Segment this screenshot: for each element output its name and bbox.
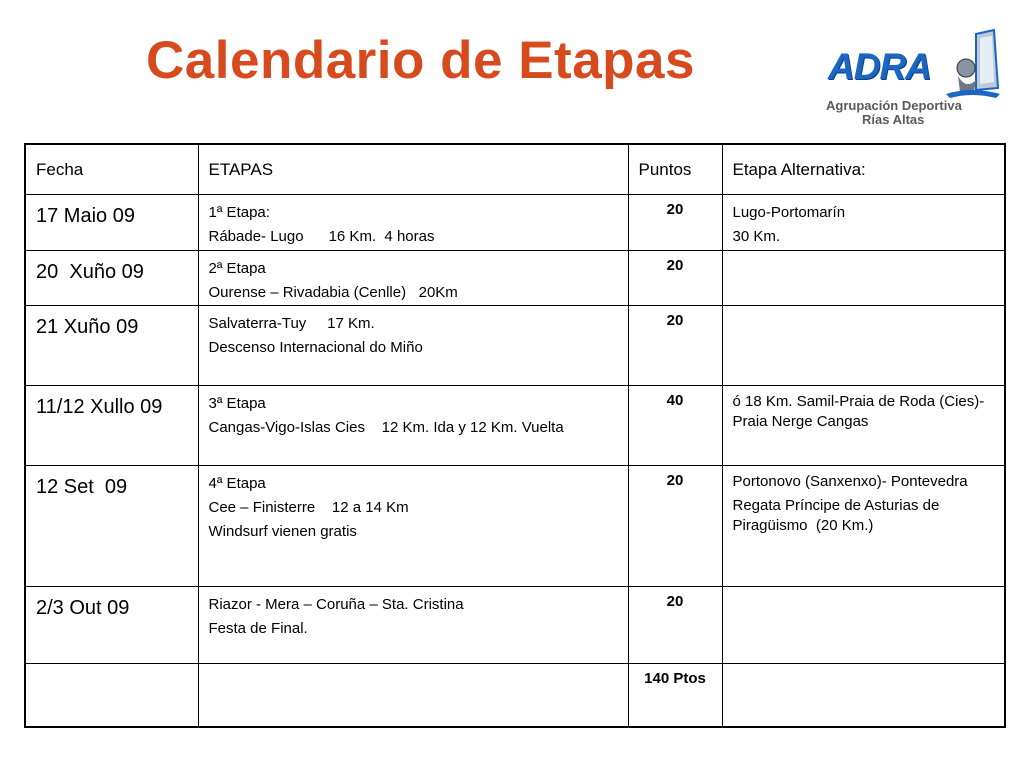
etapa-cell bbox=[198, 386, 628, 466]
fecha-value: 21 Xuño 09 bbox=[36, 316, 139, 338]
fecha-cell bbox=[25, 587, 198, 664]
puntos-cell bbox=[628, 587, 722, 664]
alternativa-line: Lugo-Portomarín bbox=[732, 204, 846, 221]
stages-calendar-table bbox=[24, 143, 1006, 728]
page-title: Calendario de Etapas bbox=[146, 31, 696, 90]
etapa-cell bbox=[198, 195, 628, 251]
header-etapas: ETAPAS bbox=[198, 144, 628, 195]
puntos-cell bbox=[628, 306, 722, 386]
table-row bbox=[25, 306, 1005, 386]
alternativa-cell bbox=[722, 195, 1005, 251]
table-row bbox=[25, 587, 1005, 664]
alternativa-cell bbox=[722, 466, 1005, 587]
total-row bbox=[25, 664, 1005, 727]
adra-logo bbox=[826, 28, 1002, 126]
etapa-cell bbox=[198, 251, 628, 306]
puntos-cell bbox=[628, 466, 722, 587]
puntos-value: 20 bbox=[666, 201, 684, 218]
etapa-line: Riazor - Mera – Coruña – Sta. Cristina bbox=[208, 596, 464, 613]
etapa-line: Windsurf vienen gratis bbox=[208, 523, 357, 540]
etapa-line: Descenso Internacional do Miño bbox=[208, 339, 423, 356]
etapa-cell bbox=[198, 466, 628, 587]
puntos-cell bbox=[628, 195, 722, 251]
fecha-cell bbox=[25, 251, 198, 306]
puntos-cell bbox=[628, 386, 722, 466]
table-row bbox=[25, 466, 1005, 587]
fecha-cell bbox=[25, 664, 198, 727]
puntos-value: 40 bbox=[666, 392, 684, 409]
etapa-line: Salvaterra-Tuy 17 Km. bbox=[208, 315, 375, 332]
fecha-cell bbox=[25, 466, 198, 587]
alternativa-cell bbox=[722, 251, 1005, 306]
etapa-line: 1ª Etapa: bbox=[208, 204, 270, 221]
fecha-value: 17 Maio 09 bbox=[36, 205, 135, 227]
alternativa-cell bbox=[722, 386, 1005, 466]
header-fecha: Fecha bbox=[25, 144, 198, 195]
table-header-row bbox=[25, 144, 1005, 195]
etapa-line: Ourense – Rivadabia (Cenlle) 20Km bbox=[208, 284, 458, 301]
etapa-line: 3ª Etapa bbox=[208, 395, 266, 412]
puntos-cell bbox=[628, 664, 722, 727]
logo-wordmark: ADRA bbox=[828, 46, 931, 87]
alternativa-line: Regata Príncipe de Asturias de Piragüismo (20 Km.) bbox=[732, 497, 944, 534]
puntos-value: 20 bbox=[666, 472, 684, 489]
total-puntos-value: 140 Ptos bbox=[644, 670, 706, 687]
etapa-cell bbox=[198, 587, 628, 664]
fecha-cell bbox=[25, 195, 198, 251]
fecha-cell bbox=[25, 386, 198, 466]
etapa-line: Cee – Finisterre 12 a 14 Km bbox=[208, 499, 409, 516]
etapa-line: Rábade- Lugo 16 Km. 4 horas bbox=[208, 228, 435, 245]
alternativa-line: 30 Km. bbox=[732, 228, 781, 245]
etapa-cell bbox=[198, 306, 628, 386]
fecha-value: 20 Xuño 09 bbox=[36, 261, 144, 283]
logo-subtitle-line1: Agrupación Deportiva bbox=[826, 98, 962, 113]
fecha-cell bbox=[25, 306, 198, 386]
alternativa-line: ó 18 Km. Samil-Praia de Roda (Cies)- Praia Nerge Cangas bbox=[732, 393, 985, 430]
alternativa-cell bbox=[722, 306, 1005, 386]
table-row bbox=[25, 386, 1005, 466]
fecha-value: 12 Set 09 bbox=[36, 476, 128, 498]
puntos-value: 20 bbox=[666, 257, 684, 274]
logo-subtitle-line2: Rías Altas bbox=[862, 112, 925, 127]
puntos-value: 20 bbox=[666, 312, 684, 329]
fecha-value: 2/3 Out 09 bbox=[36, 597, 130, 619]
etapa-line: 4ª Etapa bbox=[208, 475, 266, 492]
header-alternativa: Etapa Alternativa: bbox=[722, 144, 1005, 195]
table-row bbox=[25, 251, 1005, 306]
etapa-line: Cangas-Vigo-Islas Cies 12 Km. Ida y 12 Km. Vuelta bbox=[208, 419, 564, 436]
header-puntos: Puntos bbox=[628, 144, 722, 195]
fecha-value: 11/12 Xullo 09 bbox=[36, 396, 163, 418]
puntos-value: 20 bbox=[666, 593, 684, 610]
etapa-line: Festa de Final. bbox=[208, 620, 308, 637]
alternativa-cell bbox=[722, 664, 1005, 727]
alternativa-cell bbox=[722, 587, 1005, 664]
etapa-line: 2ª Etapa bbox=[208, 260, 266, 277]
table-row bbox=[25, 195, 1005, 251]
alternativa-line: Portonovo (Sanxenxo)- Pontevedra bbox=[732, 473, 968, 490]
etapa-cell bbox=[198, 664, 628, 727]
puntos-cell bbox=[628, 251, 722, 306]
